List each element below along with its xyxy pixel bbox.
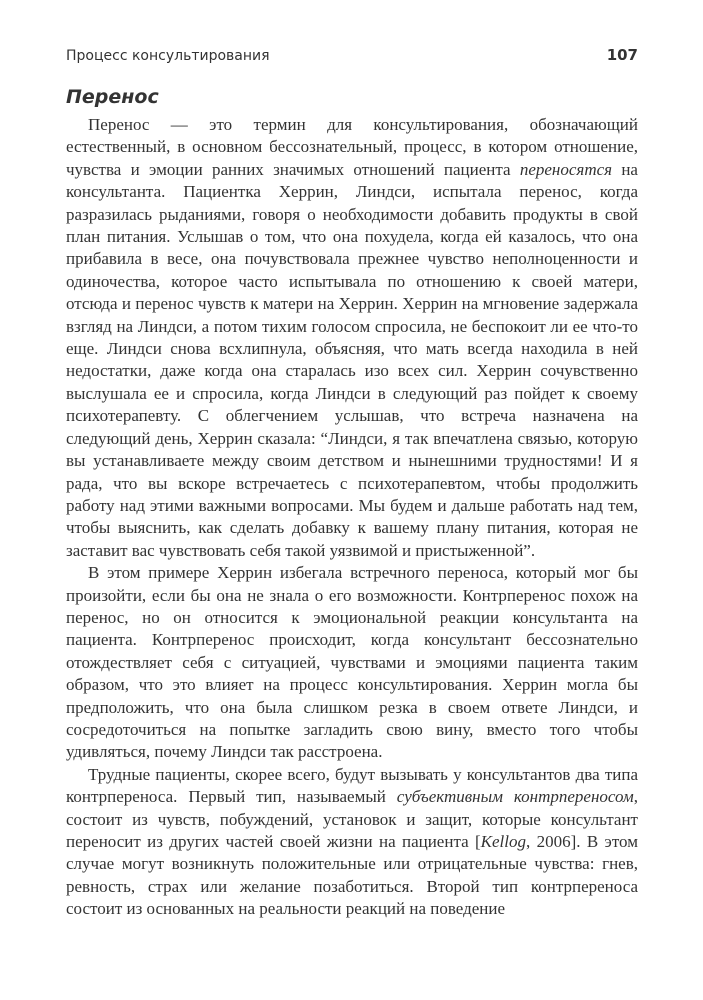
text-segment: , состоит из чувств, побуждений, установок и защит, которые консультант переносит из других частей своей жизни на пациента [ [66, 787, 638, 851]
paragraph-transference [66, 114, 638, 562]
italic-term: переносятся [519, 159, 613, 179]
section-title: Перенос [66, 86, 159, 108]
paragraph-countertransference [66, 562, 638, 764]
page-number: 107 [606, 46, 638, 64]
text-segment: Перенос — это термин для консультирования, обозначающий естественный, в основном бессознательный, процесс, в котором отношение, чувства и эмоции ранних значимых отношений пациента [66, 115, 638, 179]
running-header [66, 46, 638, 70]
running-title: Процесс консультирования [66, 48, 270, 64]
text-segment: В этом примере Херрин избегала встречного переноса, который мог бы произойти, если бы она не знала о его возможности. Контрперенос похож на перенос, но он относится к эмоциональной реакции консультанта на пациента. Контрперенос происходит, когда консультант бессознательно отождествляет себя с ситуацией, чувствами и эмоциями пациента таким образом, что это влияет на процесс консультирования. Херрин могла бы предположить, что она была слишком резка в своем ответе Линдси, и сосредоточиться на попытке загладить свою вину, вместо того чтобы удивляться, почему Линдси так расстроена. [66, 563, 638, 762]
citation-author: Kellog [480, 832, 526, 851]
body-text [66, 114, 638, 921]
text-segment: , 2006]. В этом случае могут возникнуть положительные или отрицательные чувства: гнев, ревность, страх или желание позаботиться. Второй тип контрпереноса состоит из основанных на реальности реакций на поведение [66, 832, 638, 919]
text-segment: на консультанта. Пациентка Херрин, Линдси, испытала перенос, когда разразилась рыданиями, говоря о необходимости добавить продукты в свой план питания. Услышав о том, что она похудела, когда ей казалось, что она прибавила в весе, она почувствовала прежнее чувство неполноценности и одиночества, которое часто испытывала по отношению к своей матери, отсюда и перенос чувств к матери на Херрин. Херрин на мгновение задержала взгляд на Линдси, а потом тихим голосом спросила, не беспокоит ли ее что-то еще. Линдси снова всхлипнула, объясняя, что мать всегда находила в ней недостатки, даже когда она старалась изо всех сил. Херрин сочувственно выслушала ее и спросила, когда Линдси в следующий раз пойдет к своему психотерапевту. С облегчением услышав, что встреча назначена на следующий день, Херрин сказала: “Линдси, я так впечатлена связью, которую вы устанавливаете между своим детством и нынешними трудностями! И я рада, что вы вскоре встречаетесь с психотерапевтом, чтобы продолжить работу над этими важными вопросами. Мы будем и дальше работать над тем, чтобы выяснить, как сделать добавку к вашему плану питания, которая не заставит вас чувствовать себя такой уязвимой и пристыженной”. [66, 159, 638, 560]
text-segment: Трудные пациенты, скорее всего, будут вызывать у консультантов два типа контрпереноса. Первый тип, называемый [66, 764, 638, 807]
book-page [66, 46, 638, 921]
paragraph-difficult-patients [66, 764, 638, 921]
italic-term: субъективным контрпереносом [396, 787, 634, 807]
